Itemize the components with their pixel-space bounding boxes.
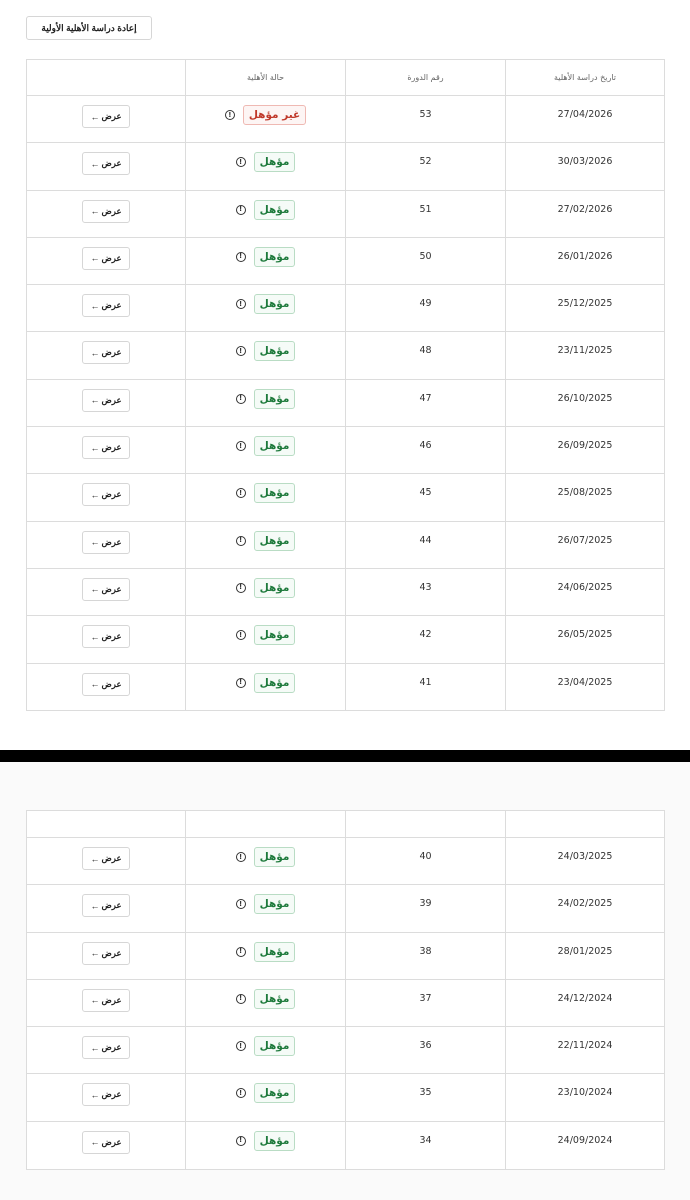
cell-date <box>505 238 664 284</box>
screenshot-separator <box>0 750 690 762</box>
status-badge: مؤهل <box>254 294 296 314</box>
cell-cycle <box>345 238 505 284</box>
info-circle-icon[interactable]: ! <box>236 994 246 1004</box>
cell-cycle <box>345 143 505 189</box>
status-group <box>236 673 296 693</box>
status-badge: مؤهل <box>254 152 296 172</box>
cell-action <box>27 885 185 931</box>
assessment-date: 25/12/2025 <box>557 298 613 310</box>
eligibility-table-continued <box>26 810 665 1170</box>
view-button[interactable] <box>82 989 130 1012</box>
cell-cycle <box>345 474 505 520</box>
arrow-left-icon: ← <box>90 631 100 642</box>
cell-date <box>505 664 664 710</box>
cell-status <box>185 885 345 931</box>
info-circle-icon[interactable]: ! <box>236 536 246 546</box>
status-badge: مؤهل <box>254 673 296 693</box>
cell-cycle <box>345 522 505 568</box>
status-group <box>236 894 296 914</box>
cell-action <box>27 1074 185 1120</box>
cell-date <box>505 569 664 615</box>
view-button-label: عرض <box>101 1136 122 1147</box>
cell-cycle <box>345 191 505 237</box>
cell-date <box>505 191 664 237</box>
status-group <box>236 989 296 1009</box>
assessment-date: 24/12/2024 <box>557 992 613 1004</box>
arrow-left-icon: ← <box>90 300 100 311</box>
status-group <box>236 483 296 503</box>
assessment-date: 23/10/2024 <box>557 1087 613 1099</box>
cycle-number: 52 <box>419 156 432 168</box>
view-button[interactable] <box>82 847 130 870</box>
info-circle-icon[interactable]: ! <box>236 852 246 862</box>
cycle-number: 39 <box>419 898 432 910</box>
cycle-number: 38 <box>419 945 432 957</box>
view-button-label: عرض <box>101 111 122 121</box>
view-button-label: عرض <box>101 947 122 958</box>
table-row <box>27 96 664 143</box>
assessment-date: 26/01/2026 <box>557 250 613 262</box>
header-date-label: تاريخ دراسة الأهلية <box>554 73 616 82</box>
assessment-date: 23/11/2025 <box>557 345 613 357</box>
info-circle-icon[interactable]: ! <box>236 488 246 498</box>
view-button-label: عرض <box>101 1042 122 1053</box>
view-button-label: عرض <box>101 536 122 547</box>
arrow-left-icon: ← <box>90 1137 100 1148</box>
header-status <box>185 60 345 95</box>
info-circle-icon[interactable]: ! <box>236 1088 246 1098</box>
status-group <box>225 105 306 125</box>
cell-action <box>27 522 185 568</box>
view-button[interactable] <box>82 531 130 554</box>
cycle-number: 43 <box>419 581 432 593</box>
status-badge: مؤهل <box>254 1083 296 1103</box>
arrow-left-icon: ← <box>90 948 100 959</box>
cycle-number: 50 <box>419 250 432 262</box>
view-button-label: عرض <box>101 489 122 500</box>
status-group <box>236 942 296 962</box>
cell-date <box>505 427 664 473</box>
arrow-left-icon: ← <box>90 679 100 690</box>
status-group <box>236 531 296 551</box>
cell-action <box>27 980 185 1026</box>
arrow-left-icon: ← <box>90 537 100 548</box>
eligibility-table <box>26 59 665 711</box>
cell-date <box>505 1027 664 1073</box>
cell-action <box>27 474 185 520</box>
table-row <box>27 427 664 474</box>
cell-date <box>505 285 664 331</box>
view-button[interactable] <box>82 389 130 412</box>
info-circle-icon[interactable]: ! <box>236 252 246 262</box>
cell-empty <box>27 811 185 837</box>
table-row <box>27 980 664 1027</box>
cell-cycle <box>345 664 505 710</box>
cycle-number: 53 <box>419 109 432 120</box>
cell-status <box>185 1027 345 1073</box>
cycle-number: 42 <box>419 629 432 641</box>
status-badge: مؤهل <box>254 894 296 914</box>
arrow-left-icon: ← <box>90 253 100 264</box>
view-button-label: عرض <box>101 252 122 263</box>
info-circle-icon[interactable]: ! <box>236 205 246 215</box>
assessment-date: 26/09/2025 <box>557 440 613 452</box>
cell-status <box>185 96 345 142</box>
cell-status <box>185 380 345 426</box>
table-row-partial <box>27 811 664 838</box>
cell-date <box>505 1122 664 1169</box>
table-row <box>27 522 664 569</box>
table-row <box>27 1122 664 1169</box>
assessment-date: 26/10/2025 <box>557 392 613 404</box>
cell-date <box>505 838 664 884</box>
cell-status <box>185 1122 345 1169</box>
cell-cycle <box>345 427 505 473</box>
info-circle-icon[interactable]: ! <box>236 583 246 593</box>
status-group <box>236 436 296 456</box>
info-circle-icon[interactable]: ! <box>236 299 246 309</box>
status-group <box>236 294 296 314</box>
cell-status <box>185 1074 345 1120</box>
cell-action <box>27 332 185 378</box>
cell-cycle <box>345 1074 505 1120</box>
cell-action <box>27 380 185 426</box>
assessment-date: 24/09/2024 <box>557 1134 613 1146</box>
table-row <box>27 616 664 663</box>
view-button-label: عرض <box>101 158 122 169</box>
cell-cycle <box>345 885 505 931</box>
table-row <box>27 664 664 711</box>
status-badge: مؤهل <box>254 531 296 551</box>
view-button[interactable] <box>82 152 130 175</box>
view-button[interactable] <box>82 673 130 696</box>
cell-date <box>505 933 664 979</box>
view-button[interactable] <box>82 483 130 506</box>
cell-action <box>27 143 185 189</box>
cell-empty <box>345 811 505 837</box>
cycle-number: 41 <box>419 676 432 688</box>
arrow-left-icon: ← <box>90 584 100 595</box>
status-badge: مؤهل <box>254 625 296 645</box>
cell-cycle <box>345 933 505 979</box>
status-badge: مؤهل <box>254 436 296 456</box>
cell-cycle <box>345 332 505 378</box>
status-badge: مؤهل <box>254 578 296 598</box>
status-badge: مؤهل <box>254 483 296 503</box>
table-row <box>27 332 664 379</box>
assessment-date: 22/11/2024 <box>557 1040 613 1052</box>
assessment-date: 23/04/2025 <box>557 676 613 688</box>
assessment-date: 30/03/2026 <box>557 156 613 168</box>
cell-status <box>185 933 345 979</box>
cycle-number: 37 <box>419 992 432 1004</box>
arrow-left-icon: ← <box>90 1089 100 1100</box>
status-group <box>236 847 296 867</box>
view-button[interactable] <box>82 625 130 648</box>
cell-cycle <box>345 380 505 426</box>
info-circle-icon[interactable]: ! <box>236 630 246 640</box>
screenshot-panel-bottom <box>0 762 690 1200</box>
status-badge: غير مؤهل <box>243 105 306 125</box>
cell-cycle <box>345 616 505 662</box>
table-row <box>27 238 664 285</box>
cell-cycle <box>345 980 505 1026</box>
cell-date <box>505 143 664 189</box>
cell-status <box>185 474 345 520</box>
cell-cycle <box>345 1122 505 1169</box>
header-action <box>27 60 185 95</box>
cell-status <box>185 664 345 710</box>
cycle-number: 49 <box>419 298 432 310</box>
table-row <box>27 933 664 980</box>
table-header-row <box>27 60 664 96</box>
view-button[interactable] <box>82 578 130 601</box>
status-group <box>236 152 296 172</box>
view-button[interactable] <box>82 247 130 270</box>
cell-status <box>185 285 345 331</box>
table-row <box>27 143 664 190</box>
cycle-number: 36 <box>419 1040 432 1052</box>
info-circle-icon[interactable]: ! <box>236 1136 246 1146</box>
cycle-number: 44 <box>419 534 432 546</box>
cell-date <box>505 522 664 568</box>
cell-date <box>505 616 664 662</box>
view-button-label: عرض <box>101 1089 122 1100</box>
cell-action <box>27 569 185 615</box>
arrow-left-icon: ← <box>90 900 100 911</box>
cell-cycle <box>345 96 505 142</box>
cell-cycle <box>345 285 505 331</box>
status-group <box>236 341 296 361</box>
cell-action <box>27 838 185 884</box>
cycle-number: 48 <box>419 345 432 357</box>
view-button-label: عرض <box>101 394 122 405</box>
status-badge: مؤهل <box>254 847 296 867</box>
status-badge: مؤهل <box>254 1036 296 1056</box>
view-button[interactable] <box>82 200 130 223</box>
view-button[interactable] <box>82 942 130 965</box>
cell-action <box>27 664 185 710</box>
cell-status <box>185 332 345 378</box>
cycle-number: 35 <box>419 1087 432 1099</box>
cell-date <box>505 980 664 1026</box>
status-group <box>236 1036 296 1056</box>
view-button[interactable] <box>82 1036 130 1059</box>
cell-status <box>185 838 345 884</box>
table-row <box>27 838 664 885</box>
info-circle-icon[interactable]: ! <box>236 441 246 451</box>
info-circle-icon[interactable]: ! <box>236 899 246 909</box>
table-row <box>27 569 664 616</box>
cell-action <box>27 191 185 237</box>
table-body-bottom <box>27 838 664 1169</box>
table-row <box>27 1027 664 1074</box>
info-circle-icon[interactable]: ! <box>236 157 246 167</box>
status-badge: مؤهل <box>254 341 296 361</box>
cell-action <box>27 427 185 473</box>
cell-action <box>27 285 185 331</box>
cell-status <box>185 238 345 284</box>
cell-date <box>505 380 664 426</box>
info-circle-icon[interactable]: ! <box>236 346 246 356</box>
cycle-number: 51 <box>419 203 432 215</box>
arrow-left-icon: ← <box>90 111 100 122</box>
arrow-left-icon: ← <box>90 395 100 406</box>
cell-empty <box>505 811 664 837</box>
status-badge: مؤهل <box>254 989 296 1009</box>
cell-action <box>27 1027 185 1073</box>
header-date <box>505 60 664 95</box>
cell-cycle <box>345 569 505 615</box>
view-button[interactable] <box>82 436 130 459</box>
cell-status <box>185 980 345 1026</box>
cell-status <box>185 569 345 615</box>
view-button[interactable] <box>82 1083 130 1106</box>
table-row <box>27 1074 664 1121</box>
status-group <box>236 578 296 598</box>
table-row <box>27 285 664 332</box>
cycle-number: 40 <box>419 851 432 862</box>
view-button[interactable] <box>82 1131 130 1154</box>
cell-date <box>505 474 664 520</box>
view-button-label: عرض <box>101 347 122 358</box>
arrow-left-icon: ← <box>90 206 100 217</box>
info-circle-icon[interactable]: ! <box>236 678 246 688</box>
cell-cycle <box>345 838 505 884</box>
cell-empty <box>185 811 345 837</box>
cell-status <box>185 143 345 189</box>
cell-date <box>505 885 664 931</box>
view-button-label: عرض <box>101 900 122 911</box>
cell-cycle <box>345 1027 505 1073</box>
view-button-label: عرض <box>101 631 122 642</box>
cycle-number: 46 <box>419 440 432 452</box>
arrow-left-icon: ← <box>90 347 100 358</box>
view-button[interactable] <box>82 105 130 128</box>
arrow-left-icon: ← <box>90 995 100 1006</box>
table-row <box>27 474 664 521</box>
table-row <box>27 191 664 238</box>
view-button[interactable] <box>82 894 130 917</box>
reassess-eligibility-button[interactable]: إعادة دراسة الأهلية الأولية <box>26 16 152 40</box>
info-circle-icon[interactable]: ! <box>236 394 246 404</box>
view-button[interactable] <box>82 341 130 364</box>
info-circle-icon[interactable]: ! <box>236 947 246 957</box>
header-status-label: حالة الأهلية <box>247 73 285 82</box>
assessment-date: 27/04/2026 <box>557 109 613 120</box>
status-group <box>236 389 296 409</box>
cell-date <box>505 332 664 378</box>
view-button[interactable] <box>82 294 130 317</box>
info-circle-icon[interactable]: ! <box>236 1041 246 1051</box>
assessment-date: 26/05/2025 <box>557 629 613 641</box>
assessment-date: 28/01/2025 <box>557 945 613 957</box>
info-circle-icon[interactable]: ! <box>225 110 235 120</box>
assessment-date: 25/08/2025 <box>557 487 613 499</box>
table-row <box>27 885 664 932</box>
status-badge: مؤهل <box>254 1131 296 1151</box>
assessment-date: 24/06/2025 <box>557 581 613 593</box>
status-badge: مؤهل <box>254 389 296 409</box>
cell-date <box>505 1074 664 1120</box>
cell-status <box>185 522 345 568</box>
view-button-label: عرض <box>101 994 122 1005</box>
assessment-date: 24/02/2025 <box>557 898 613 910</box>
cell-date <box>505 96 664 142</box>
table-row <box>27 380 664 427</box>
status-badge: مؤهل <box>254 942 296 962</box>
status-group <box>236 625 296 645</box>
cycle-number: 34 <box>419 1134 432 1146</box>
arrow-left-icon: ← <box>90 853 100 864</box>
cycle-number: 45 <box>419 487 432 499</box>
status-group <box>236 1131 296 1151</box>
header-cycle-label: رقم الدورة <box>407 73 444 82</box>
view-button-label: عرض <box>101 442 122 453</box>
cell-action <box>27 1122 185 1169</box>
status-group <box>236 200 296 220</box>
view-button-label: عرض <box>101 300 122 311</box>
cell-status <box>185 427 345 473</box>
status-group <box>236 247 296 267</box>
cell-status <box>185 616 345 662</box>
cell-status <box>185 191 345 237</box>
view-button-label: عرض <box>101 583 122 594</box>
cycle-number: 47 <box>419 392 432 404</box>
arrow-left-icon: ← <box>90 1042 100 1053</box>
assessment-date: 24/03/2025 <box>557 851 613 862</box>
status-badge: مؤهل <box>254 247 296 267</box>
table-body-top <box>27 96 664 711</box>
arrow-left-icon: ← <box>90 489 100 500</box>
cell-action <box>27 96 185 142</box>
view-button-label: عرض <box>101 853 122 863</box>
header-cycle <box>345 60 505 95</box>
view-button-label: عرض <box>101 205 122 216</box>
cell-action <box>27 933 185 979</box>
cell-action <box>27 238 185 284</box>
assessment-date: 27/02/2026 <box>557 203 613 215</box>
status-badge: مؤهل <box>254 200 296 220</box>
cell-action <box>27 616 185 662</box>
arrow-left-icon: ← <box>90 442 100 453</box>
arrow-left-icon: ← <box>90 158 100 169</box>
assessment-date: 26/07/2025 <box>557 534 613 546</box>
status-group <box>236 1083 296 1103</box>
view-button-label: عرض <box>101 678 122 689</box>
